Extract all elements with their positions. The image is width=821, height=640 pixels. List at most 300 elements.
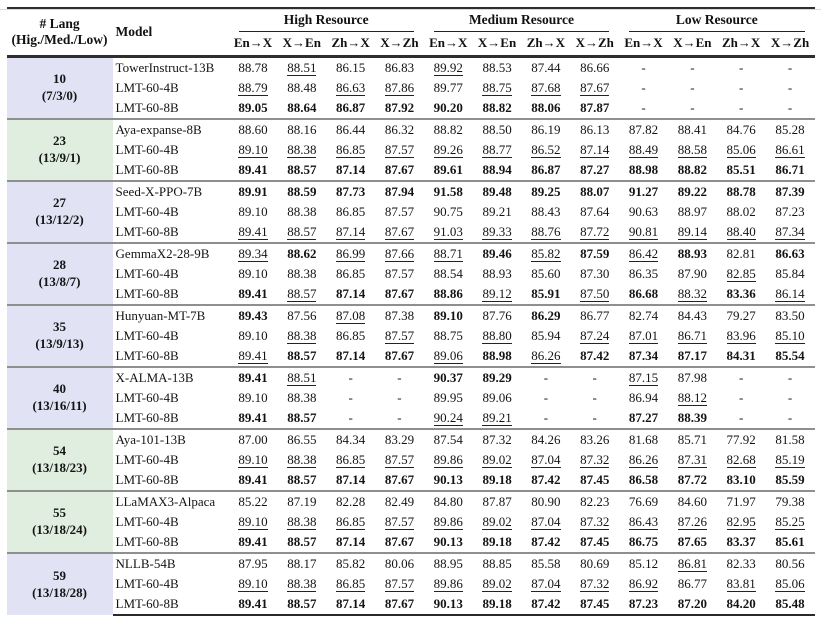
score-cell — [717, 305, 766, 326]
score-value: 86.44 — [336, 122, 366, 137]
score-cell: - — [787, 390, 793, 405]
score-value: 90.37 — [433, 370, 463, 385]
score-value: 86.77 — [580, 308, 610, 323]
score-cell — [375, 78, 424, 98]
score-value: 87.44 — [531, 60, 561, 75]
score-value: 90.13 — [433, 472, 463, 487]
score-value: 89.05 — [238, 100, 268, 115]
score-cell — [424, 346, 473, 367]
score-cell — [424, 574, 473, 594]
score-value: 87.67 — [384, 348, 415, 363]
score-cell — [521, 574, 570, 594]
score-cell — [277, 553, 326, 574]
score-cell — [277, 264, 326, 284]
score-value: 91.27 — [628, 184, 659, 199]
score-value: 87.20 — [677, 596, 707, 611]
score-cell — [570, 160, 619, 181]
score-value: 87.24 — [580, 328, 610, 343]
score-cell — [424, 202, 473, 222]
score-value: 89.22 — [677, 184, 707, 199]
score-cell — [717, 181, 766, 202]
score-value: 89.10 — [433, 308, 463, 323]
score-cell — [619, 532, 668, 553]
score-cell — [424, 326, 473, 346]
score-value: 87.00 — [238, 432, 268, 447]
score-cell — [424, 470, 473, 491]
score-cell — [277, 491, 326, 512]
score-value: 87.14 — [336, 472, 366, 487]
score-value: 86.32 — [384, 122, 415, 137]
score-value: 87.14 — [336, 534, 366, 549]
score-cell: - — [787, 410, 793, 425]
model-name-cell: LMT-60-4B — [115, 204, 179, 219]
score-cell — [668, 264, 717, 284]
score-cell — [229, 160, 278, 181]
table-row — [7, 574, 815, 594]
score-value: 87.23 — [628, 596, 659, 611]
score-cell — [229, 98, 278, 119]
score-cell — [424, 429, 473, 450]
score-value: 87.38 — [384, 308, 415, 323]
score-value: 90.20 — [433, 100, 463, 115]
score-value: 86.29 — [531, 308, 561, 323]
score-cell — [521, 346, 570, 367]
score-value: 88.82 — [482, 100, 512, 115]
score-cell — [375, 326, 424, 346]
score-value: 83.37 — [726, 534, 756, 549]
score-cell — [668, 450, 717, 470]
score-cell — [277, 594, 326, 615]
lang-group-cell — [7, 243, 113, 305]
score-cell — [326, 553, 375, 574]
score-value: 85.58 — [531, 556, 561, 571]
score-cell — [766, 264, 815, 284]
score-value: 88.76 — [531, 224, 561, 239]
score-value: 85.82 — [336, 556, 366, 571]
score-cell: - — [397, 390, 402, 405]
score-cell — [766, 532, 815, 553]
lang-count: 28 — [53, 257, 67, 273]
score-cell: - — [375, 367, 424, 388]
score-value: 88.94 — [482, 162, 512, 177]
score-cell — [668, 284, 717, 305]
score-cell — [619, 388, 668, 408]
score-cell — [668, 119, 717, 140]
score-value: 87.17 — [677, 348, 707, 363]
score-value: 87.34 — [628, 348, 659, 363]
lang-count: 54 — [53, 443, 67, 459]
score-cell — [717, 450, 766, 470]
score-value: 87.65 — [677, 534, 707, 549]
score-cell — [570, 264, 619, 284]
score-cell — [570, 181, 619, 202]
lang-detail: (13/18/28) — [32, 584, 87, 600]
score-cell — [326, 78, 375, 98]
lang-count: 55 — [53, 505, 67, 521]
score-value: 87.42 — [580, 348, 610, 363]
lang-detail: (13/8/7) — [38, 274, 81, 289]
score-value: 89.86 — [433, 514, 463, 529]
score-cell — [570, 594, 619, 615]
score-cell — [619, 284, 668, 305]
score-cell — [375, 594, 424, 615]
score-cell — [766, 574, 815, 594]
score-value: 87.23 — [775, 204, 805, 219]
score-value: 88.38 — [287, 204, 317, 219]
score-value: 86.85 — [336, 328, 366, 343]
score-value: 82.49 — [384, 494, 415, 509]
score-cell — [375, 429, 424, 450]
table-row — [7, 202, 815, 222]
score-cell: - — [592, 390, 597, 405]
score-value: 87.50 — [580, 286, 610, 301]
score-cell: - — [766, 367, 815, 388]
score-value: 89.41 — [238, 596, 268, 611]
score-value: 82.33 — [726, 556, 756, 571]
score-cell — [766, 594, 815, 615]
score-cell — [375, 181, 424, 202]
score-value: 88.78 — [238, 60, 268, 75]
score-cell — [375, 574, 424, 594]
score-cell — [766, 243, 815, 264]
score-value: 86.85 — [336, 576, 366, 591]
score-value: 86.77 — [677, 576, 707, 591]
score-cell: - — [739, 80, 744, 95]
score-value: 86.85 — [336, 452, 366, 467]
score-cell — [570, 119, 619, 140]
score-value: 87.67 — [384, 472, 415, 487]
direction-header: X→Zh — [570, 32, 619, 57]
score-cell — [766, 284, 815, 305]
table-row — [7, 491, 815, 512]
score-value: 89.92 — [433, 60, 463, 75]
score-value: 89.61 — [433, 162, 463, 177]
score-value: 88.57 — [287, 472, 317, 487]
table-row — [7, 305, 815, 326]
score-cell — [570, 326, 619, 346]
score-value: 86.26 — [531, 348, 561, 363]
score-cell — [277, 202, 326, 222]
score-value: 85.12 — [628, 556, 659, 571]
score-value: 88.59 — [287, 184, 317, 199]
score-cell — [424, 140, 473, 160]
score-value: 87.72 — [677, 472, 707, 487]
score-cell — [521, 57, 570, 79]
score-cell — [473, 222, 522, 243]
score-cell — [375, 512, 424, 532]
score-cell — [229, 78, 278, 98]
score-cell: - — [690, 80, 695, 95]
score-value: 85.82 — [531, 246, 561, 261]
score-cell — [570, 78, 619, 98]
score-value: 89.43 — [238, 308, 268, 323]
score-cell — [473, 284, 522, 305]
score-value: 88.38 — [287, 328, 317, 343]
score-value: 88.78 — [726, 184, 756, 199]
score-value: 89.41 — [238, 348, 268, 363]
model-name-cell: Aya-101-13B — [113, 429, 229, 450]
score-value: 89.10 — [238, 514, 268, 529]
score-cell — [668, 140, 717, 160]
score-value: 87.94 — [384, 184, 415, 199]
score-cell — [521, 429, 570, 450]
score-cell — [619, 326, 668, 346]
score-cell — [473, 305, 522, 326]
score-cell: - — [739, 100, 744, 115]
model-name-cell: LMT-60-8B — [115, 286, 179, 301]
score-cell — [521, 512, 570, 532]
score-cell — [521, 98, 570, 119]
score-value: 88.38 — [287, 266, 317, 281]
score-value: 86.19 — [531, 122, 561, 137]
lang-group-cell — [7, 367, 113, 429]
score-value: 85.19 — [775, 452, 805, 467]
score-value: 87.95 — [238, 556, 268, 571]
table-row — [7, 140, 815, 160]
score-cell — [277, 57, 326, 79]
model-name-cell: LMT-60-8B — [115, 410, 179, 425]
score-value: 86.85 — [336, 514, 366, 529]
score-cell — [473, 140, 522, 160]
score-value: 88.39 — [677, 410, 707, 425]
score-value: 88.75 — [482, 80, 512, 95]
score-value: 87.15 — [628, 370, 659, 385]
score-cell — [424, 160, 473, 181]
score-value: 88.75 — [433, 328, 463, 343]
score-value: 82.85 — [726, 266, 756, 281]
score-value: 90.24 — [433, 410, 463, 425]
score-cell — [619, 429, 668, 450]
score-value: 88.80 — [482, 328, 512, 343]
score-value: 88.57 — [287, 410, 317, 425]
direction-header: X→Zh — [766, 32, 815, 57]
score-value: 81.58 — [775, 432, 805, 447]
score-cell — [326, 491, 375, 512]
score-cell — [521, 450, 570, 470]
score-cell — [326, 57, 375, 79]
score-cell — [766, 470, 815, 491]
score-value: 88.77 — [482, 142, 512, 157]
score-cell: - — [348, 410, 353, 425]
score-cell — [424, 408, 473, 429]
score-cell — [619, 553, 668, 574]
score-value: 87.32 — [580, 452, 610, 467]
score-value: 87.32 — [482, 432, 512, 447]
score-cell: - — [543, 410, 549, 425]
resource-group-header-row — [7, 8, 815, 32]
score-value: 89.10 — [238, 390, 268, 405]
score-value: 89.10 — [238, 328, 268, 343]
score-value: 87.57 — [384, 204, 415, 219]
score-value: 89.41 — [238, 410, 268, 425]
score-value: 89.29 — [482, 370, 512, 385]
table-row — [7, 532, 815, 553]
score-value: 83.36 — [726, 286, 756, 301]
score-cell — [668, 429, 717, 450]
score-cell — [766, 326, 815, 346]
score-cell — [473, 346, 522, 367]
direction-header: X→En — [668, 32, 717, 57]
table-row — [7, 98, 815, 119]
model-name-cell: Seed-X-PPO-7B — [113, 181, 229, 202]
score-cell — [570, 284, 619, 305]
score-cell — [229, 140, 278, 160]
score-value: 87.59 — [580, 246, 610, 261]
score-cell — [326, 140, 375, 160]
model-name-cell: TowerInstruct-13B — [113, 57, 229, 79]
score-cell — [521, 264, 570, 284]
score-cell — [717, 119, 766, 140]
score-value: 91.03 — [433, 224, 463, 239]
score-cell — [570, 243, 619, 264]
score-value: 87.42 — [531, 472, 561, 487]
score-cell — [326, 594, 375, 615]
score-value: 89.18 — [482, 596, 512, 611]
score-value: 76.69 — [628, 494, 659, 509]
resource-group-header-medium: Medium Resource — [424, 8, 619, 32]
direction-header: En→X — [619, 32, 668, 57]
score-value: 87.54 — [433, 432, 463, 447]
score-value: 87.67 — [580, 80, 610, 95]
score-cell: - — [641, 100, 646, 115]
score-value: 85.51 — [726, 162, 756, 177]
score-cell — [424, 450, 473, 470]
score-value: 87.66 — [384, 246, 415, 261]
score-cell — [473, 429, 522, 450]
score-cell — [375, 119, 424, 140]
score-value: 71.97 — [726, 494, 756, 509]
score-value: 88.12 — [677, 390, 707, 405]
score-value: 89.10 — [238, 204, 268, 219]
score-cell — [326, 119, 375, 140]
score-value: 89.10 — [238, 142, 268, 157]
score-cell — [766, 429, 815, 450]
score-value: 86.15 — [336, 60, 366, 75]
score-cell — [570, 57, 619, 79]
score-cell — [326, 222, 375, 243]
score-value: 89.41 — [238, 224, 268, 239]
score-value: 88.38 — [287, 142, 317, 157]
score-value: 88.16 — [287, 122, 317, 137]
score-value: 86.71 — [775, 162, 805, 177]
score-cell: - — [619, 57, 668, 79]
score-value: 89.41 — [238, 472, 268, 487]
score-cell — [473, 119, 522, 140]
model-name-cell: LMT-60-8B — [115, 534, 179, 549]
score-cell — [668, 243, 717, 264]
score-cell — [619, 119, 668, 140]
score-cell — [570, 346, 619, 367]
table-row — [7, 264, 815, 284]
score-cell — [326, 512, 375, 532]
score-cell — [473, 470, 522, 491]
score-value: 80.56 — [775, 556, 805, 571]
score-cell — [277, 326, 326, 346]
lang-group-cell — [7, 553, 113, 615]
score-value: 89.18 — [482, 472, 512, 487]
score-value: 87.92 — [384, 100, 415, 115]
score-value: 87.98 — [677, 370, 707, 385]
table-row — [7, 367, 815, 388]
score-cell — [424, 532, 473, 553]
score-cell — [766, 140, 815, 160]
score-cell — [766, 450, 815, 470]
model-name-cell: LMT-60-4B — [115, 390, 179, 405]
score-value: 87.67 — [384, 162, 415, 177]
score-value: 88.57 — [287, 162, 317, 177]
score-cell — [326, 181, 375, 202]
score-value: 88.32 — [677, 286, 707, 301]
score-cell — [717, 594, 766, 615]
model-name-cell: LMT-60-4B — [115, 266, 179, 281]
score-value: 88.93 — [482, 266, 512, 281]
score-value: 87.67 — [384, 224, 415, 239]
score-cell — [668, 574, 717, 594]
model-name-cell: LMT-60-8B — [115, 224, 179, 239]
score-cell — [326, 429, 375, 450]
score-value: 87.45 — [580, 472, 610, 487]
score-value: 85.84 — [775, 266, 805, 281]
score-value: 87.57 — [384, 452, 415, 467]
score-cell: - — [397, 410, 402, 425]
score-value: 85.25 — [775, 514, 805, 529]
score-cell — [375, 243, 424, 264]
score-value: 80.06 — [384, 556, 415, 571]
score-cell — [717, 470, 766, 491]
score-value: 87.14 — [336, 224, 366, 239]
score-cell — [277, 512, 326, 532]
score-cell — [375, 491, 424, 512]
resource-group-header-high: High Resource — [229, 8, 424, 32]
score-value: 87.73 — [336, 184, 366, 199]
score-cell — [766, 553, 815, 574]
score-cell — [570, 429, 619, 450]
score-value: 89.41 — [238, 370, 268, 385]
score-cell — [717, 326, 766, 346]
score-value: 86.58 — [628, 472, 659, 487]
score-cell — [521, 491, 570, 512]
score-value: 87.39 — [775, 184, 805, 199]
lang-detail: (13/18/23) — [32, 460, 87, 475]
score-cell — [766, 305, 815, 326]
score-value: 88.53 — [482, 60, 512, 75]
score-cell — [229, 450, 278, 470]
score-value: 88.54 — [433, 266, 463, 281]
lang-group-cell — [7, 429, 113, 491]
score-value: 87.32 — [580, 576, 610, 591]
score-value: 85.10 — [775, 328, 805, 343]
score-value: 89.46 — [482, 246, 512, 261]
score-value: 90.63 — [628, 204, 659, 219]
score-cell: - — [717, 57, 766, 79]
score-cell — [521, 181, 570, 202]
score-cell — [277, 284, 326, 305]
score-value: 87.57 — [384, 266, 415, 281]
model-name-cell: LMT-60-4B — [115, 328, 179, 343]
lang-count: 40 — [53, 381, 67, 397]
score-cell — [668, 388, 717, 408]
score-cell — [668, 553, 717, 574]
score-cell — [717, 574, 766, 594]
score-value: 88.57 — [287, 286, 317, 301]
score-cell — [424, 388, 473, 408]
score-cell: - — [787, 100, 793, 115]
score-value: 85.94 — [531, 328, 561, 343]
score-cell — [668, 367, 717, 388]
score-cell — [375, 532, 424, 553]
score-cell — [375, 284, 424, 305]
score-cell — [570, 305, 619, 326]
